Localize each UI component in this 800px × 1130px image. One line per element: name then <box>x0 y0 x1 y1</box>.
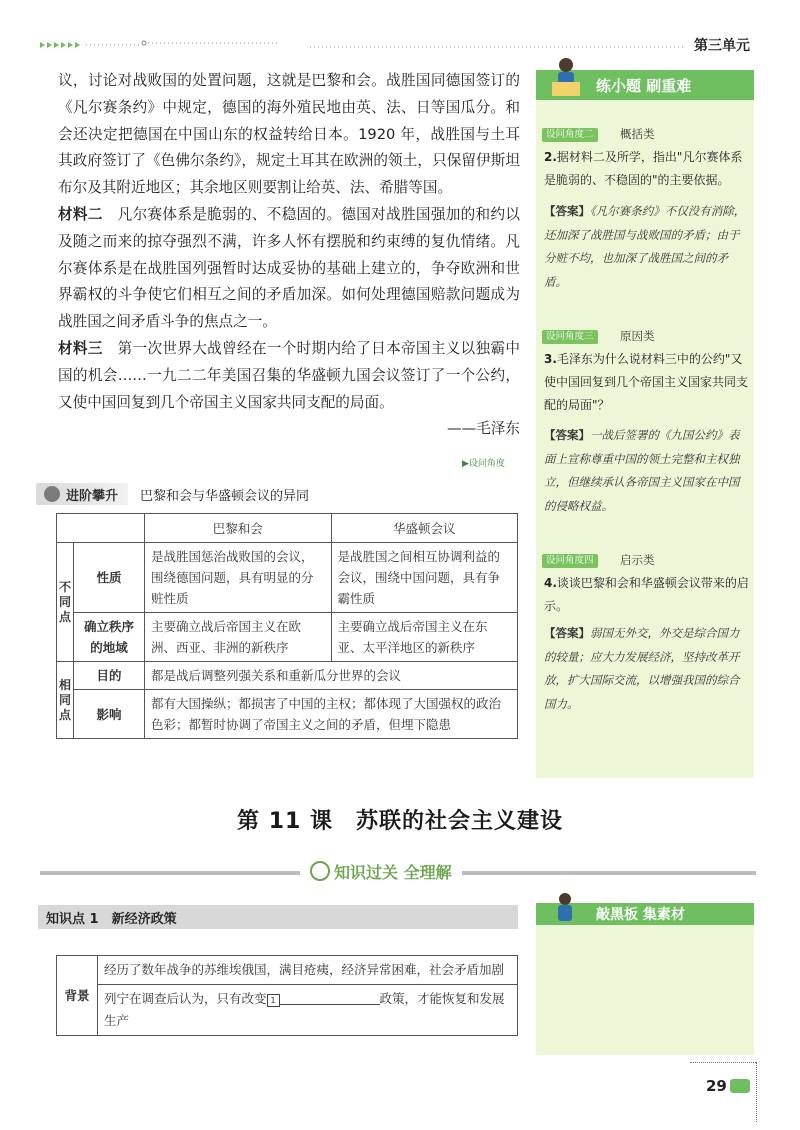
cell-nature-washington: 是战胜国之间相互协调利益的会议，围绕中国问题，具有争霸性质 <box>331 543 518 613</box>
teacher-icon <box>550 891 580 925</box>
question-number: 2. <box>544 150 557 164</box>
signature: ——毛泽东 <box>447 420 520 438</box>
row-label-nature: 性质 <box>74 543 145 613</box>
unit-label: 第三单元 <box>694 38 750 54</box>
question-angle-tag: 设问角度二 <box>542 128 598 142</box>
row-label-impact: 影响 <box>74 690 145 739</box>
background-text-2-pre: 列宁在调查后认为，只有改变 <box>104 991 267 1006</box>
cell-region-paris: 主要确立战后帝国主义在欧洲、西亚、非洲的新秩序 <box>145 613 332 662</box>
page-number: 29 <box>706 1077 727 1095</box>
cart-icon <box>730 1079 750 1093</box>
answer-3 <box>544 424 750 518</box>
answer-text: 弱国无外交，外交是综合国力的较量；应大力发展经济，坚持改革开放，扩大国际交流，以增强我国的综合国力。 <box>544 626 740 711</box>
material1-continuation: 议，讨论对战败国的处置问题，这就是巴黎和会。战胜国同德国签订的《凡尔赛条约》中规定，德国的海外殖民地由英、法、日等国瓜分。和会还决定把德国在中国山东的权益转给日本。1920 年，战胜国与土耳其政府签订了《色佛尔条约》，规定土耳其在欧洲的领土，只保留伊斯坦布尔及其附近地区；其余地区则要割让给英、法、希腊等国。 <box>58 72 520 197</box>
fill-blank-1[interactable] <box>280 990 380 1005</box>
sidebar-header <box>536 70 754 100</box>
cell-nature-paris: 是战胜国惩治战败国的会议，围绕德国问题，具有明显的分赃性质 <box>145 543 332 613</box>
knowledge-banner <box>300 860 462 883</box>
cell-impact: 都有大国操纵；都损害了中国的主权；都体现了大国强权的政治色彩；都暂时协调了帝国主义之间的矛盾，但埋下隐患 <box>145 690 518 739</box>
notes-sidebar-header <box>536 903 754 925</box>
answer-text: 《凡尔赛条约》不仅没有消除，还加深了战胜国与战败国的矛盾；由于分赃不均，也加深了战胜国之间的矛盾。 <box>544 204 746 289</box>
answer-text: 一战后签署的《九国公约》表面上宣称尊重中国的领土完整和主权独立，但继续承认各帝国主义国家在中国的侵略权益。 <box>544 428 740 513</box>
table-row <box>57 956 518 985</box>
climb-icon <box>44 486 60 502</box>
material2 <box>58 202 520 336</box>
question-text: 毛泽东为什么说材料三中的公约"又使中国回复到几个帝国主义国家共同支配的局面"？ <box>544 352 749 412</box>
table-row <box>57 613 518 662</box>
answer-4 <box>544 622 750 716</box>
table-row <box>57 543 518 613</box>
cell-purpose: 都是战后调整列强关系和重新瓜分世界的会议 <box>145 662 518 690</box>
answer-label: 【答案】 <box>544 204 590 218</box>
swirl-icon <box>310 861 330 881</box>
col-header-washington: 华盛顿会议 <box>331 514 518 543</box>
background-text-2 <box>98 985 518 1036</box>
question-category: 概括类 <box>620 127 655 141</box>
material2-text: 凡尔赛体系是脆弱的、不稳固的。德国对战胜国强加的和约以及随之而来的掠夺强烈不满，许多人怀有摆脱和约束缚的复仇情绪。凡尔赛体系是在战胜国列强暂时达成妥协的基础上建立的，争夺欧洲和世界霸权的斗争使它们相互之间的矛盾加深。如何处理德国赔款问题成为战胜国之间矛盾斗争的焦点之一。 <box>58 205 520 331</box>
question-angle-link[interactable]: ▶设问角度 <box>462 459 505 469</box>
sidebar-title: 练小题 刷重难 <box>596 77 692 95</box>
material2-label: 材料二 <box>58 205 103 223</box>
background-label: 背景 <box>57 956 98 1036</box>
material3-text: 第一次世界大战曾经在一个时期内给了日本帝国主义以独霸中国的机会……一九二二年美国召集的华盛顿九国会议签订了一个公约，又使中国回复到几个帝国主义国家共同支配的局面。 <box>58 339 520 411</box>
background-table <box>56 955 518 1036</box>
advanced-badge <box>36 483 128 505</box>
col-header-paris: 巴黎和会 <box>145 514 332 543</box>
material3-label: 材料三 <box>58 339 103 357</box>
header-decoration <box>40 40 690 50</box>
footer-dotline-vertical <box>756 1062 757 1122</box>
practice-sidebar <box>536 70 754 778</box>
question-text: 据材料二及所学，指出"凡尔赛体系是脆弱的、不稳固的"的主要依据。 <box>544 150 743 187</box>
background-text-2-post: 政策，才能恢复和发展生产 <box>104 991 505 1028</box>
question-category: 原因类 <box>620 329 655 343</box>
same-group-label: 相同点 <box>57 662 74 739</box>
diff-group-label: 不同点 <box>57 543 74 662</box>
row-label-region: 确立秩序的地域 <box>74 613 145 662</box>
question-number: 3. <box>544 352 557 366</box>
footer-dotline <box>690 1062 756 1063</box>
answer-label: 【答案】 <box>544 428 590 442</box>
comparison-table <box>56 513 518 739</box>
table-row <box>57 985 518 1036</box>
question-angle-tag: 设问角度四 <box>542 554 598 568</box>
question-text: 谈谈巴黎和会和华盛顿会议带来的启示。 <box>544 576 749 613</box>
question-number: 4. <box>544 576 557 590</box>
table-corner <box>57 514 145 543</box>
knowledge-point-header <box>38 905 518 929</box>
student-icon <box>550 56 582 100</box>
table-row <box>57 662 518 690</box>
knowledge-point-title: 知识点 1 新经济政策 <box>46 912 177 927</box>
question-category: 启示类 <box>620 553 655 567</box>
row-label-purpose: 目的 <box>74 662 145 690</box>
material-text <box>58 68 520 443</box>
advanced-title: 巴黎和会与华盛顿会议的异同 <box>140 489 310 504</box>
lesson-title: 第 11 课 苏联的社会主义建设 <box>237 809 563 834</box>
advanced-badge-label: 进阶攀升 <box>66 489 119 504</box>
knowledge-banner-label: 知识过关 全理解 <box>334 863 452 882</box>
cell-region-washington: 主要确立战后帝国主义在东亚、太平洋地区的新秩序 <box>331 613 518 662</box>
material3 <box>58 336 520 416</box>
question-angle-tag: 设问角度三 <box>542 330 598 344</box>
question-2 <box>544 146 750 192</box>
answer-label: 【答案】 <box>544 626 590 640</box>
blank-number: 1 <box>267 994 280 1007</box>
question-4 <box>544 572 750 618</box>
table-row <box>57 690 518 739</box>
notes-sidebar <box>536 903 754 1055</box>
answer-2 <box>544 200 750 294</box>
background-text-1: 经历了数年战争的苏维埃俄国，满目疮痍，经济异常困难，社会矛盾加剧 <box>98 956 518 985</box>
question-3 <box>544 348 750 417</box>
notes-sidebar-title: 敲黑板 集素材 <box>596 907 685 923</box>
